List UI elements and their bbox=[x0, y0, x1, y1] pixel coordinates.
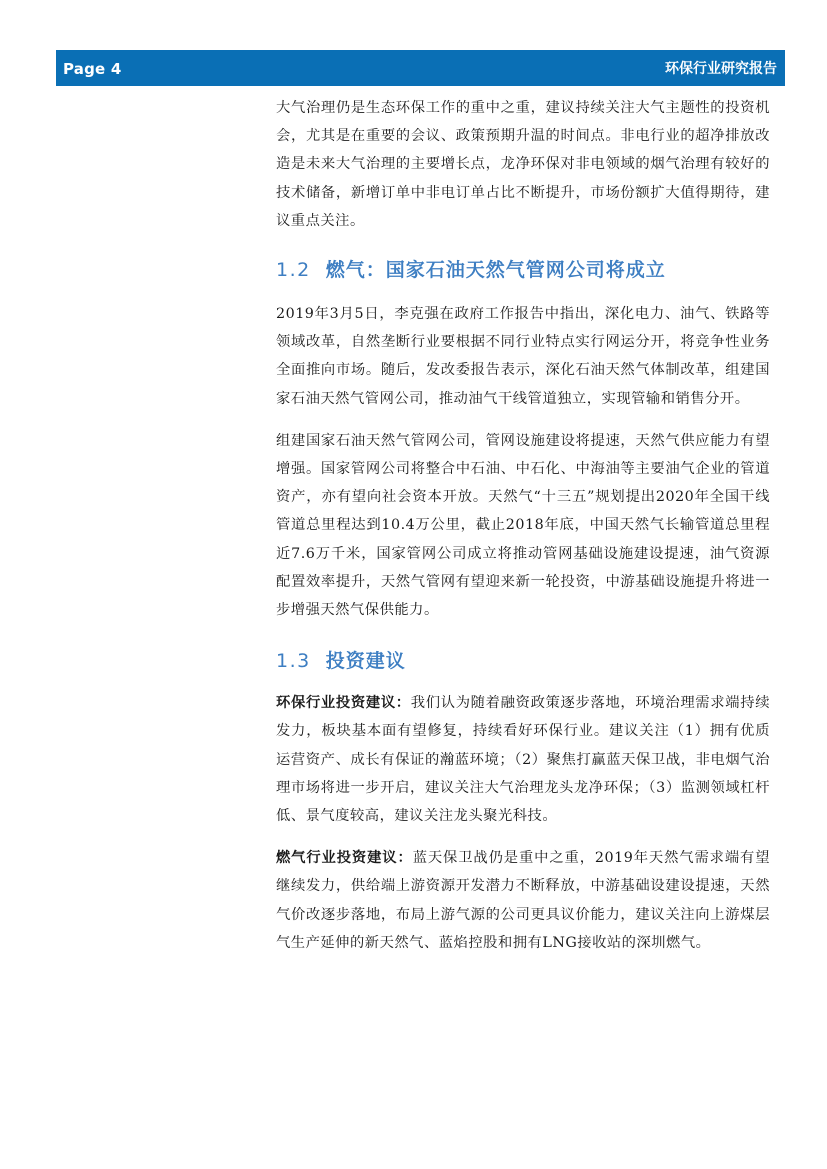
section-heading-1-3 bbox=[276, 646, 770, 673]
document-body bbox=[276, 94, 770, 957]
paragraph-text: 我们认为随着融资政策逐步落地，环境治理需求端持续发力，板块基本面有望修复，持续看好环保行业。建议关注（1）拥有优质运营资产、成长有保证的瀚蓝环境；（2）聚焦打赢蓝天保卫战，非电烟气治理市场将进一步开启，建议关注大气治理龙头龙净环保；（3）监测领域杠杆低、景气度较高，建议关注龙头聚光科技。 bbox=[276, 695, 771, 825]
section-title: 投资建议 bbox=[325, 650, 406, 673]
investment-paragraph-environmental bbox=[276, 689, 770, 830]
page-number: Page 4 bbox=[63, 60, 122, 78]
section-number: 1.2 bbox=[276, 259, 311, 282]
section-title: 燃气：国家石油天然气管网公司将成立 bbox=[325, 259, 666, 282]
report-title: 环保行业研究报告 bbox=[665, 61, 777, 77]
paragraph: 组建国家石油天然气管网公司，管网设施建设将提速，天然气供应能力有望增强。国家管网公司将整合中石油、中石化、中海油等主要油气企业的管道资产，亦有望向社会资本开放。天然气“十三五”规划提出2020年全国干线管道总里程达到10.4万公里，截止2018年底，中国天然气长输管道总里程近7.6万千米，国家管网公司成立将推动管网基础设施建设提速，油气资源配置效率提升，天然气管网有望迎来新一轮投资，中游基础设施提升将进一步增强天然气保供能力。 bbox=[276, 432, 770, 619]
paragraph: 2019年3月5日，李克强在政府工作报告中指出，深化电力、油气、铁路等领域改革，自然垄断行业要根据不同行业特点实行网运分开，将竞争性业务全面推向市场。随后，发改委报告表示，深化石油天然气体制改革，组建国家石油天然气管网公司，推动油气干线管道独立，实现管输和销售分开。 bbox=[276, 306, 770, 407]
paragraph-text: 蓝天保卫战仍是重中之重，2019年天然气需求端有望继续发力，供给端上游资源开发潜力不断释放，中游基础设建设提速，天然气价改逐步落地，布局上游气源的公司更具议价能力，建议关注向上游煤层气生产延伸的新天然气、蓝焰控股和拥有LNG接收站的深圳燃气。 bbox=[276, 850, 770, 951]
page-header-bar bbox=[56, 50, 785, 86]
section-heading-1-2 bbox=[276, 255, 770, 282]
paragraph-lead: 环保行业投资建议： bbox=[276, 695, 411, 712]
investment-paragraph-gas bbox=[276, 844, 770, 957]
section-number: 1.3 bbox=[276, 650, 311, 673]
intro-paragraph: 大气治理仍是生态环保工作的重中之重，建议持续关注大气主题性的投资机会，尤其是在重要的会议、政策预期升温的时间点。非电行业的超净排放改造是未来大气治理的主要增长点，龙净环保对非电领域的烟气治理有较好的技术储备，新增订单中非电订单占比不断提升，市场份额扩大值得期待，建议重点关注。 bbox=[276, 100, 770, 229]
paragraph-lead: 燃气行业投资建议： bbox=[276, 850, 413, 867]
